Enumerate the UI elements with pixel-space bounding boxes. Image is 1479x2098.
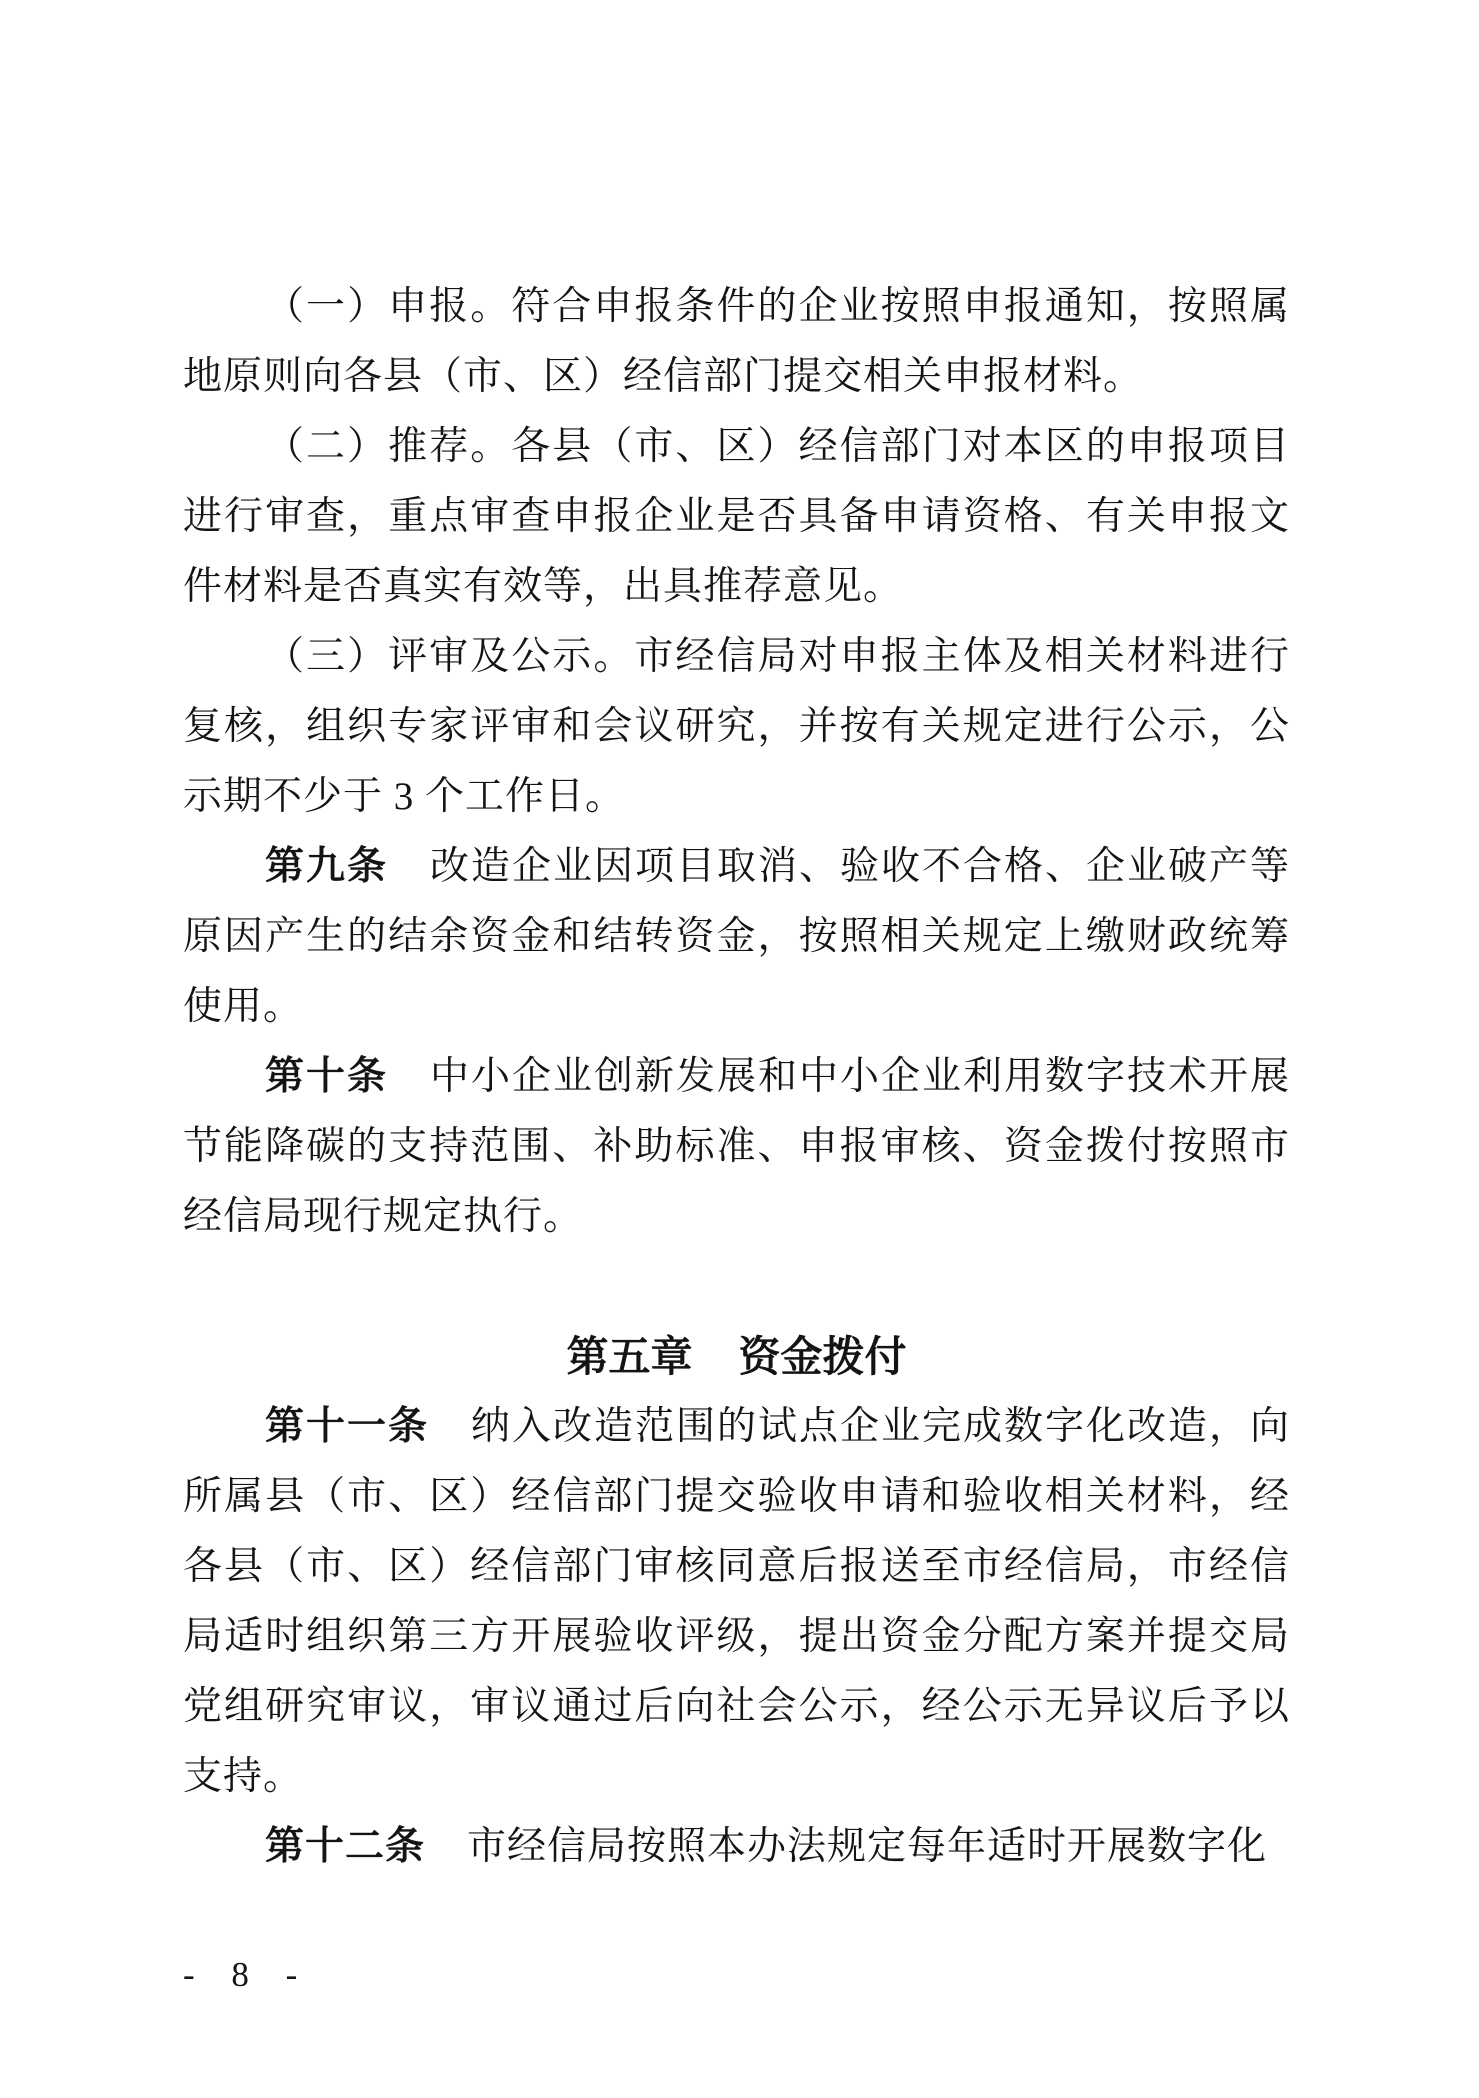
paragraph-text: （二）推荐。各县（市、区）经信部门对本区的申报项目进行审查，重点审查申报企业是否具备申请资格、有关申报文件材料是否真实有效等，出具推荐意见。	[183, 425, 1290, 608]
article-number: 第十二条	[265, 1825, 426, 1868]
chapter-title: 资金拨付	[738, 1333, 907, 1380]
document-body	[183, 272, 1290, 1882]
article-9	[183, 832, 1290, 1042]
paragraph-text: （一）申报。符合申报条件的企业按照申报通知，按照属地原则向各县（市、区）经信部门提交相关申报材料。	[183, 285, 1290, 398]
paragraph-text: （三）评审及公示。市经信局对申报主体及相关材料进行复核，组织专家评审和会议研究，并按有关规定进行公示，公示期不少于 3 个工作日。	[183, 635, 1290, 818]
article-11	[183, 1392, 1290, 1812]
article-number: 第九条	[265, 845, 388, 888]
paragraph-step-1-declare	[183, 272, 1290, 412]
article-number: 第十一条	[265, 1405, 429, 1448]
paragraph-text: 纳入改造范围的试点企业完成数字化改造，向所属县（市、区）经信部门提交验收申请和验收相关材料，经各县（市、区）经信部门审核同意后报送至市经信局，市经信局适时组织第三方开展验收评级，提出资金分配方案并提交局党组研究审议，审议通过后向社会公示，经公示无异议后予以支持。	[183, 1405, 1290, 1798]
paragraph-text: 市经信局按照本办法规定每年适时开展数字化	[467, 1825, 1268, 1868]
paragraph-text: 中小企业创新发展和中小企业利用数字技术开展节能降碳的支持范围、补助标准、申报审核、资金拨付按照市经信局现行规定执行。	[183, 1055, 1290, 1238]
chapter-5-heading	[183, 1322, 1290, 1392]
paragraph-step-2-recommend	[183, 412, 1290, 622]
chapter-number: 第五章	[566, 1333, 693, 1380]
paragraph-text: 改造企业因项目取消、验收不合格、企业破产等原因产生的结余资金和结转资金，按照相关规定上缴财政统筹使用。	[183, 845, 1290, 1028]
article-number: 第十条	[265, 1055, 388, 1098]
page-number: - 8 -	[183, 1955, 312, 1994]
paragraph-step-3-review	[183, 622, 1290, 832]
article-10	[183, 1042, 1290, 1252]
article-12	[183, 1812, 1290, 1882]
